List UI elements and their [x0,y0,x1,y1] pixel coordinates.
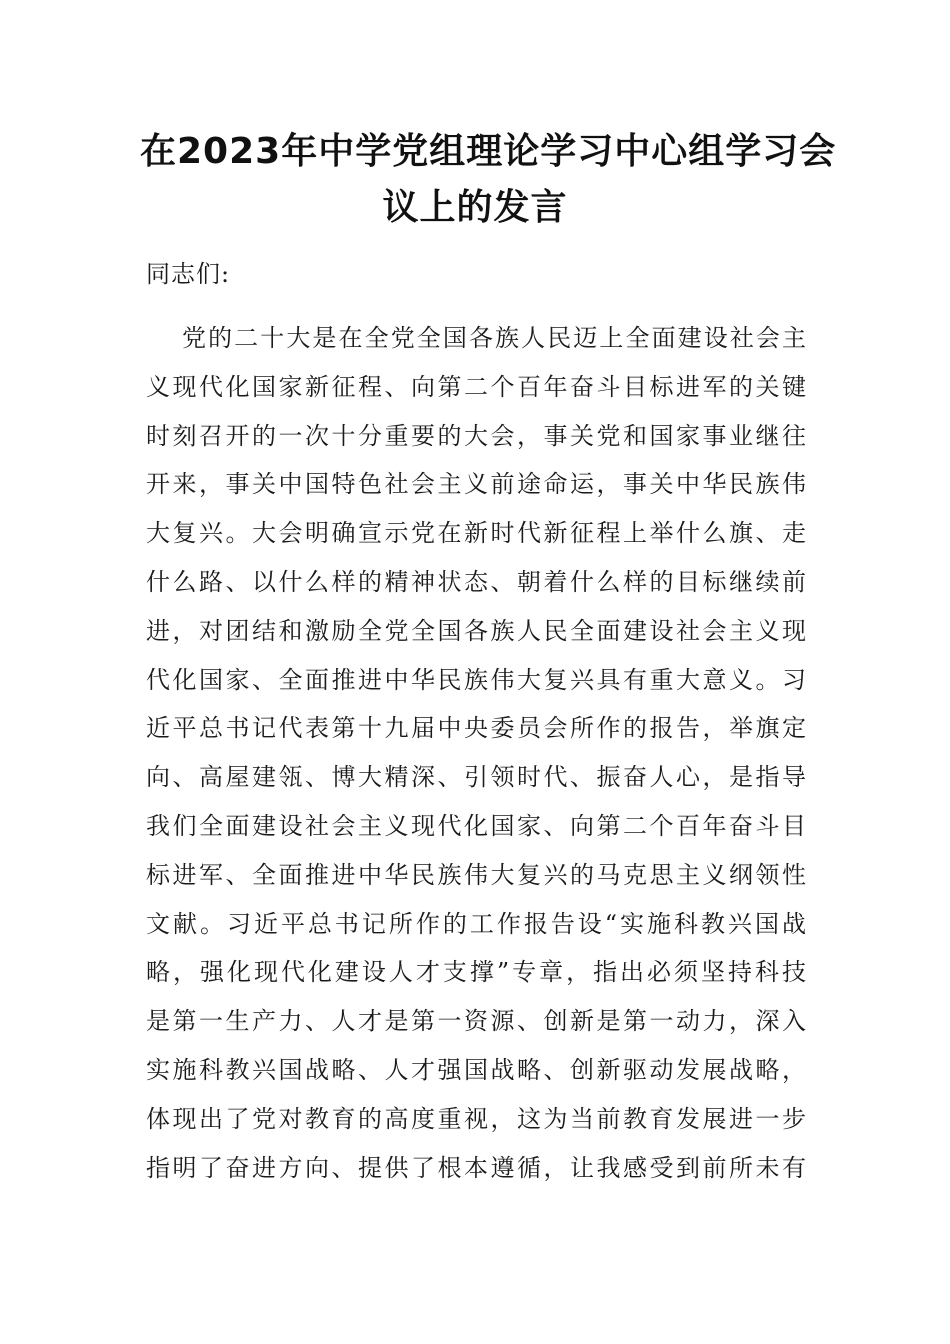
salutation: 同志们: [146,260,231,288]
body-line: 进，对团结和激励全党全国各族人民全面建设社会主义现 [146,616,806,645]
title-line-2: 议上的发言 [382,187,568,228]
body-line: 党的二十大是在全党全国各族人民迈上全面建设社会主 [182,324,806,352]
document-title [140,124,837,236]
body-line: 标进军、全面推进中华民族伟大复兴的马克思主义纲领性 [146,860,806,889]
title-line-1: 在2023年中学党组理论学习中心组学习会 [140,131,837,172]
body-line: 文献。习近平总书记所作的工作报告设“实施科教兴国战 [146,909,806,938]
body-line: 义现代化国家新征程、向第二个百年奋斗目标进军的关键 [146,372,806,401]
body-line: 什么路、以什么样的精神状态、朝着什么样的目标继续前 [146,567,806,596]
body-line: 指明了奋进方向、提供了根本遵循，让我感受到前所未有 [146,1153,806,1182]
body-line: 我们全面建设社会主义现代化国家、向第二个百年奋斗目 [146,811,806,840]
body-line: 近平总书记代表第十九届中央委员会所作的报告，举旗定 [146,714,806,743]
body-line: 略，强化现代化建设人才支撑”专章，指出必须坚持科技 [146,958,806,987]
body-line: 是第一生产力、人才是第一资源、创新是第一动力，深入 [146,1007,806,1036]
body-line: 向、高屋建瓴、博大精深、引领时代、振奋人心，是指导 [146,763,806,792]
body-line: 时刻召开的一次十分重要的大会，事关党和国家事业继往 [146,421,806,450]
body-line: 体现出了党对教育的高度重视，这为当前教育发展进一步 [146,1104,806,1133]
body-line: 大复兴。大会明确宣示党在新时代新征程上举什么旗、走 [146,519,806,548]
body-line: 实施科教兴国战略、人才强国战略、创新驱动发展战略， [146,1055,806,1084]
body-line: 代化国家、全面推进中华民族伟大复兴具有重大意义。习 [146,665,806,694]
body-line: 开来，事关中国特色社会主义前途命运，事关中华民族伟 [146,470,806,499]
body-paragraph [146,314,806,1192]
